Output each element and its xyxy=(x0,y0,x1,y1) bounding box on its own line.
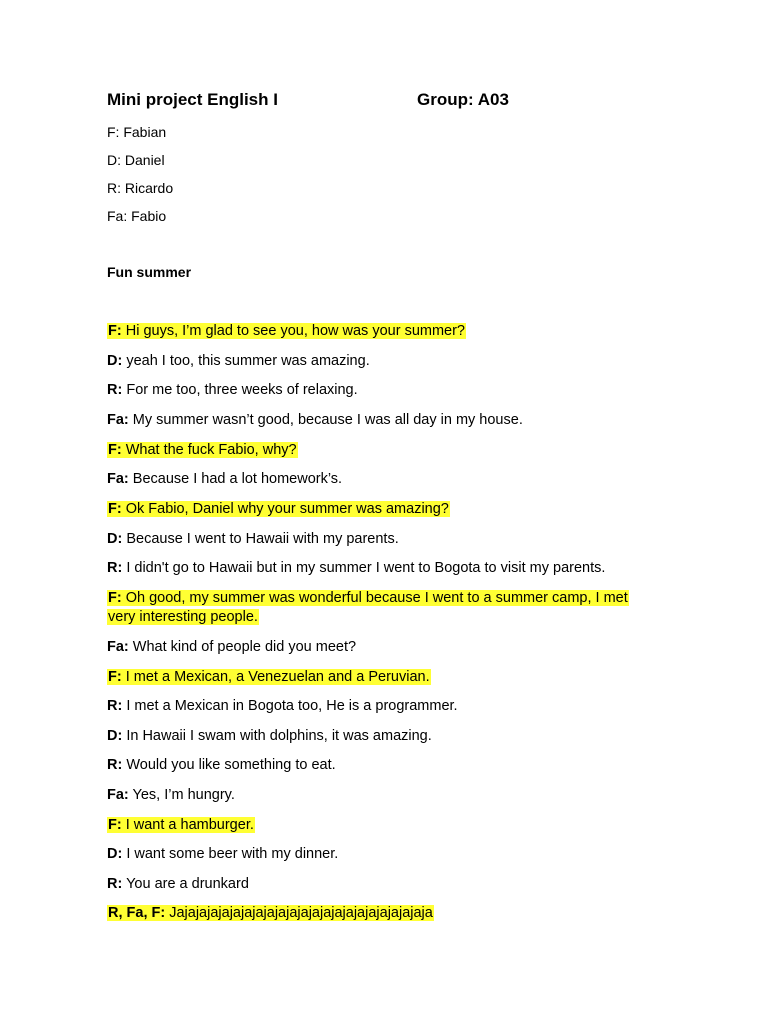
dialogue-line xyxy=(107,411,523,430)
dialogue-line xyxy=(107,500,450,519)
speaker-label: F: xyxy=(108,501,122,517)
dialogue-line xyxy=(107,668,431,687)
speaker-label: F: xyxy=(108,669,122,685)
legend-item: Fa: Fabio xyxy=(107,208,167,224)
line-text: I want a hamburger. xyxy=(121,817,254,833)
dialogue-line xyxy=(107,697,458,716)
speaker-label: R, Fa, F: xyxy=(108,905,166,921)
line-text: My summer wasn’t good, because I was all day in my house. xyxy=(128,412,523,428)
dialogue-line xyxy=(107,441,298,460)
line-text: Because I had a lot homework’s. xyxy=(128,471,343,487)
dialogue-line xyxy=(107,727,432,746)
dialogue-line xyxy=(107,638,356,657)
line-text: In Hawaii I swam with dolphins, it was amazing. xyxy=(122,728,432,744)
speaker-label: F: xyxy=(108,323,122,339)
dialogue-line xyxy=(107,875,249,894)
dialogue-line xyxy=(107,786,235,805)
dialogue-line xyxy=(107,904,434,923)
dialogue-line xyxy=(107,322,466,341)
section-title: Fun summer xyxy=(107,264,192,280)
line-text: What kind of people did you meet? xyxy=(128,639,357,655)
line-text: I met a Mexican, a Venezuelan and a Peruvian. xyxy=(121,669,430,685)
line-text: What the fuck Fabio, why? xyxy=(121,442,297,458)
speaker-label: F: xyxy=(108,442,122,458)
speaker-label: F: xyxy=(108,590,122,606)
legend-item: R: Ricardo xyxy=(107,180,174,196)
dialogue-line xyxy=(107,381,358,400)
legend-item: F: Fabian xyxy=(107,124,167,140)
line-text: Ok Fabio, Daniel why your summer was amazing? xyxy=(121,501,449,517)
speaker-label: R: xyxy=(107,382,123,398)
document-header xyxy=(107,90,509,110)
dialogue-line xyxy=(107,845,338,864)
speaker-label: Fa: xyxy=(107,639,129,655)
speaker-label: R: xyxy=(107,757,123,773)
line-text: For me too, three weeks of relaxing. xyxy=(122,382,358,398)
speaker-label: D: xyxy=(107,846,123,862)
line-text: Yes, I’m hungry. xyxy=(128,787,235,803)
line-text: Jajajajajajajajajajajajajajajajajajajajajajaja xyxy=(165,905,433,921)
line-text: I didn't go to Hawaii but in my summer I went to Bogota to visit my parents. xyxy=(122,560,606,576)
dialogue-line xyxy=(107,530,399,549)
dialogue-line xyxy=(107,816,255,835)
speaker-label: D: xyxy=(107,353,123,369)
dialogue-line xyxy=(107,756,336,775)
line-text: I met a Mexican in Bogota too, He is a programmer. xyxy=(122,698,458,714)
line-text: Would you like something to eat. xyxy=(122,757,336,773)
line-text: Hi guys, I’m glad to see you, how was your summer? xyxy=(121,323,465,339)
line-text: Oh good, my summer was wonderful because I went to a summer camp, I met very interesting people. xyxy=(108,590,628,625)
dialogue-line xyxy=(107,589,652,627)
speaker-label: Fa: xyxy=(107,412,129,428)
speaker-label: Fa: xyxy=(107,787,129,803)
dialogue-line xyxy=(107,470,342,489)
line-text: I want some beer with my dinner. xyxy=(122,846,339,862)
group-label: Group: A03 xyxy=(417,90,509,109)
speaker-label: R: xyxy=(107,876,123,892)
speaker-label: F: xyxy=(108,817,122,833)
speaker-label: R: xyxy=(107,698,123,714)
line-text: yeah I too, this summer was amazing. xyxy=(122,353,370,369)
dialogue-line xyxy=(107,559,605,578)
speaker-label: D: xyxy=(107,531,123,547)
legend-item: D: Daniel xyxy=(107,152,165,168)
document-title: Mini project English I xyxy=(107,90,278,109)
speaker-label: Fa: xyxy=(107,471,129,487)
dialogue-line xyxy=(107,352,370,371)
speaker-label: D: xyxy=(107,728,123,744)
line-text: You are a drunkard xyxy=(122,876,249,892)
speaker-label: R: xyxy=(107,560,123,576)
line-text: Because I went to Hawaii with my parents. xyxy=(122,531,399,547)
